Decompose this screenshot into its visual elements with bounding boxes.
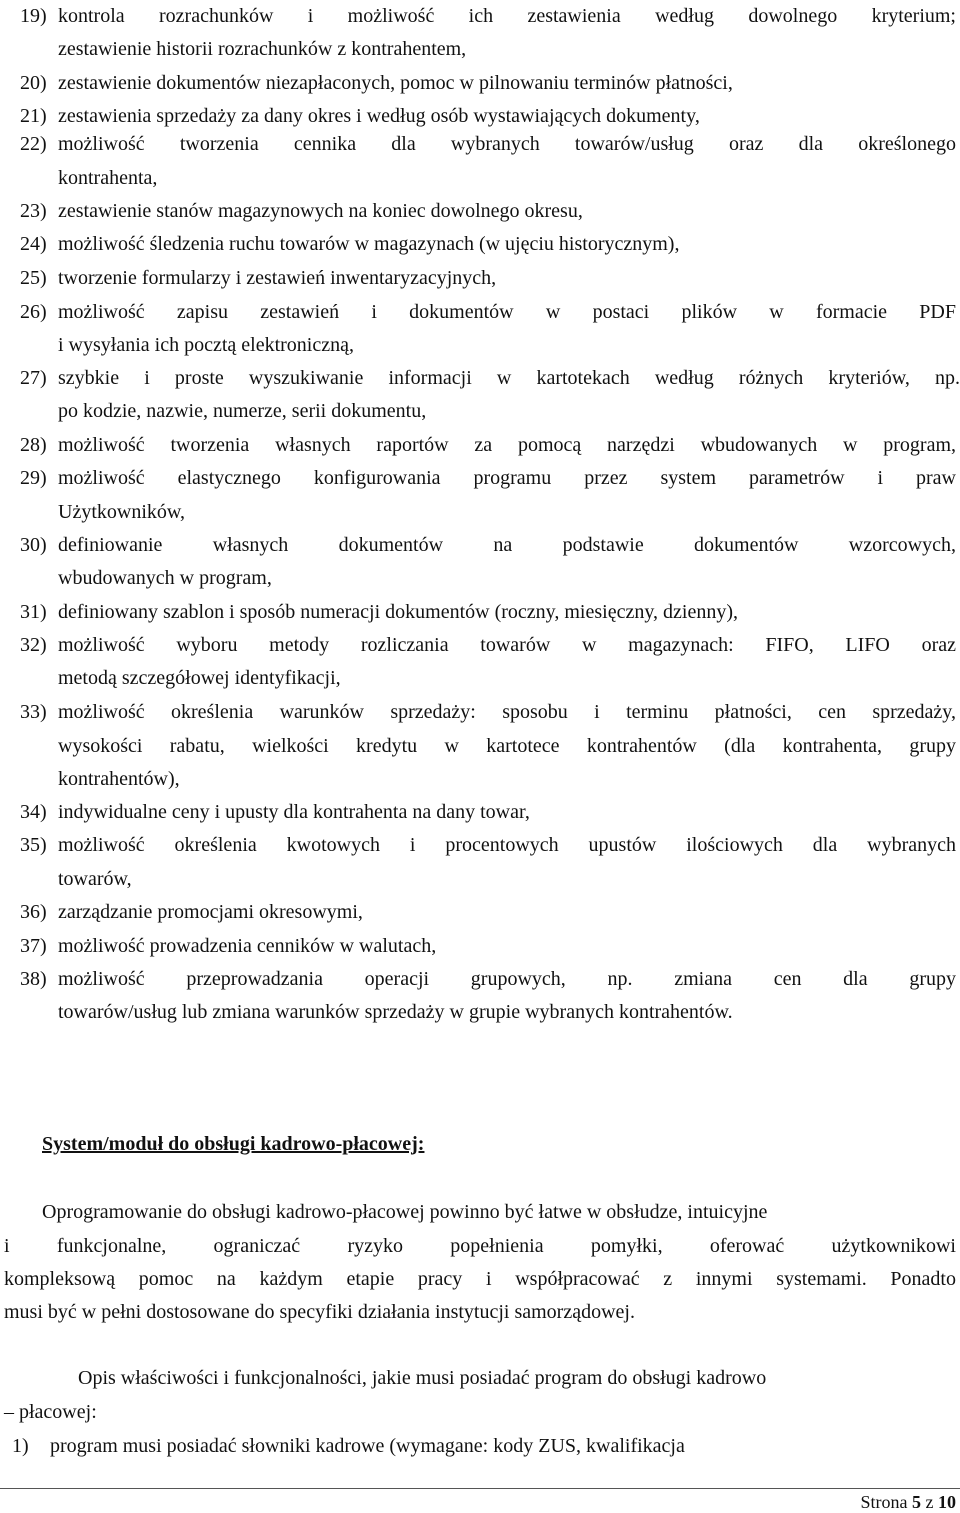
list-item-text: zestawienie stanów magazynowych na koniec dowolnego okresu, [58, 200, 583, 222]
list-item-text: możliwość określenia warunków sprzedaży: sposobu i terminu płatności, cen sprzedaży, [58, 701, 956, 723]
list-item-number: 37) [20, 935, 47, 957]
list-item-text: kontrahentów), [58, 768, 180, 790]
list-item-text: towarów/usług lub zmiana warunków sprzedaży w grupie wybranych kontrahentów. [58, 1001, 733, 1023]
list-item-text: możliwość tworzenia cennika dla wybranych towarów/usług oraz dla określonego [58, 133, 956, 155]
list-item-text: możliwość elastycznego konfigurowania programu przez system parametrów i praw [58, 467, 956, 489]
list-item-text: definiowanie własnych dokumentów na podstawie dokumentów wzorcowych, [58, 534, 956, 556]
list-item-text: kontrola rozrachunków i możliwość ich zestawienia według dowolnego kryterium; [58, 5, 956, 27]
list-item-number: 21) [20, 105, 47, 127]
paragraph-line: Oprogramowanie do obsługi kadrowo-płacowej powinno być łatwe w obsłudze, intuicyjne [42, 1201, 768, 1223]
list-item-number: 31) [20, 601, 47, 623]
list-item-number: 27) [20, 367, 47, 389]
list-item-text: zestawienia sprzedaży za dany okres i według osób wystawiających dokumenty, [58, 105, 700, 127]
page-footer [861, 1491, 957, 1513]
current-page-number: 5 [912, 1492, 921, 1512]
list-item-text: kontrahenta, [58, 167, 158, 189]
list-item-text: zestawienie dokumentów niezapłaconych, pomoc w pilnowaniu terminów płatności, [58, 72, 733, 94]
list-item-number: 24) [20, 233, 47, 255]
paragraph-line: i funkcjonalne, ograniczać ryzyko popełnienia pomyłki, oferować użytkownikowi [4, 1235, 956, 1257]
page-separator: z [925, 1492, 934, 1512]
list-item-number: 26) [20, 301, 47, 323]
footer-divider [0, 1488, 960, 1489]
list-item-text: program musi posiadać słowniki kadrowe (wymagane: kody ZUS, kwalifikacja [50, 1435, 685, 1457]
list-item-number: 1) [12, 1435, 29, 1457]
page-label: Strona [860, 1492, 908, 1512]
list-item-text: metodą szczegółowej identyfikacji, [58, 667, 341, 689]
total-pages-number: 10 [938, 1492, 956, 1512]
list-item-text: możliwość przeprowadzania operacji grupowych, np. zmiana cen dla grupy [58, 968, 956, 990]
list-item-text: po kodzie, nazwie, numerze, serii dokumentu, [58, 400, 427, 422]
list-item-number: 28) [20, 434, 47, 456]
list-item-text: tworzenie formularzy i zestawień inwentaryzacyjnych, [58, 267, 497, 289]
paragraph-line: Opis właściwości i funkcjonalności, jakie musi posiadać program do obsługi kadrowo [78, 1367, 767, 1389]
list-item-text: możliwość zapisu zestawień i dokumentów w postaci plików w formacie PDF [58, 301, 956, 323]
list-item-text: możliwość wyboru metody rozliczania towarów w magazynach: FIFO, LIFO oraz [58, 634, 956, 656]
list-item-number: 38) [20, 968, 47, 990]
list-item-text: szybkie i proste wyszukiwanie informacji w kartotekach według różnych kryteriów, np. [58, 367, 960, 389]
list-item-number: 30) [20, 534, 47, 556]
list-item-text: zestawienie historii rozrachunków z kontrahentem, [58, 38, 467, 60]
list-item-number: 32) [20, 634, 47, 656]
list-item-number: 29) [20, 467, 47, 489]
list-item-text: Użytkowników, [58, 501, 186, 523]
list-item-text: towarów, [58, 868, 132, 890]
list-item-text: możliwość tworzenia własnych raportów za pomocą narzędzi wbudowanych w program, [58, 434, 956, 456]
list-item-text: i wysyłania ich pocztą elektroniczną, [58, 334, 354, 356]
paragraph-line: musi być w pełni dostosowane do specyfiki działania instytucji samorządowej. [4, 1301, 635, 1323]
list-item-number: 36) [20, 901, 47, 923]
list-item-number: 33) [20, 701, 47, 723]
list-item-text: możliwość prowadzenia cenników w walutach, [58, 935, 437, 957]
list-item-text: możliwość śledzenia ruchu towarów w magazynach (w ujęciu historycznym), [58, 233, 680, 255]
paragraph-line: kompleksową pomoc na każdym etapie pracy i współpracować z innymi systemami. Ponadto [4, 1268, 956, 1290]
list-item-text: indywidualne ceny i upusty dla kontrahenta na dany towar, [58, 801, 530, 823]
paragraph-line: – płacowej: [4, 1401, 97, 1423]
list-item-text: wbudowanych w program, [58, 567, 272, 589]
section-heading: System/moduł do obsługi kadrowo-płacowej: [42, 1133, 425, 1155]
list-item-text: definiowany szablon i sposób numeracji dokumentów (roczny, miesięczny, dzienny), [58, 601, 738, 623]
list-item-number: 35) [20, 834, 47, 856]
list-item-number: 19) [20, 5, 47, 27]
list-item-text: wysokości rabatu, wielkości kredytu w kartotece kontrahentów (dla kontrahenta, grupy [58, 735, 956, 757]
list-item-number: 25) [20, 267, 47, 289]
list-item-number: 20) [20, 72, 47, 94]
list-item-text: możliwość określenia kwotowych i procentowych upustów ilościowych dla wybranych [58, 834, 956, 856]
list-item-number: 34) [20, 801, 47, 823]
list-item-number: 23) [20, 200, 47, 222]
list-item-number: 22) [20, 133, 47, 155]
list-item-text: zarządzanie promocjami okresowymi, [58, 901, 363, 923]
